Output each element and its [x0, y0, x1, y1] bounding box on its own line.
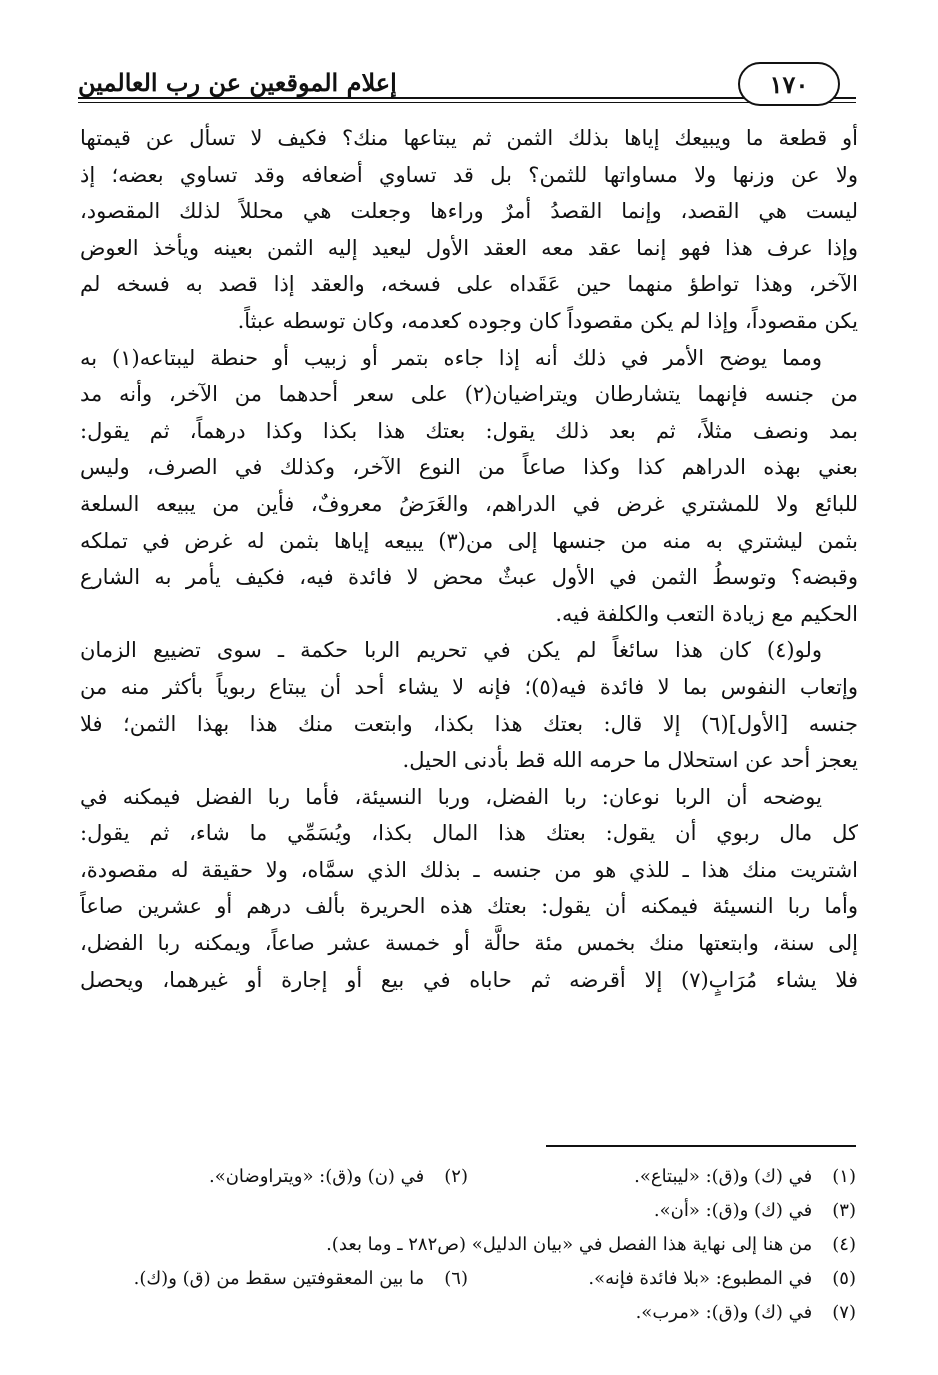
paragraph-4: [80, 779, 858, 999]
footnote-number: (٣): [832, 1200, 856, 1221]
footnote-row: [80, 1194, 856, 1228]
text-line: بعني بهذه الدراهم كذا وكذا صاعاً من النوع الآخر، وكذلك في الصرف، وليس: [80, 455, 858, 480]
running-title: إعلام الموقعين عن رب العالمين: [78, 68, 397, 97]
footnote-text: في (ك) و(ق): «ليبتاع».: [634, 1166, 813, 1187]
text-line: كل مال ربوي أن يقول: بعتك هذا المال بكذا، ويُسَمِّي ما شاء، ثم يقول:: [80, 821, 858, 846]
text-line: بثمن ليشتري به منه من جنسها إلى من(٣) يبيعه إياها بثمن له غرض في تملكه: [80, 528, 858, 553]
text-line: إلى سنة، وابتعتها منك بخمس مئة حالَّة أو خمسة عشر صاعاً، ويمكنه ربا الفضل،: [80, 931, 858, 956]
text-line: الحكيم مع زيادة التعب والكلفة فيه.: [555, 601, 858, 626]
footnote-1: [468, 1160, 856, 1194]
footnote-3: [468, 1194, 856, 1228]
text-line: وأما ربا النسيئة فيمكنه أن يقول: بعتك هذه الحريرة بألف درهم أو عشرين صاعاً: [80, 894, 858, 919]
page-number: ١٧٠: [738, 62, 840, 106]
text-line: للبائع ولا للمشتري غرض في الدراهم، والغَرَضُ معروفٌ، فأين من يبيعه السلعة: [80, 491, 858, 516]
footnote-5: [468, 1262, 856, 1296]
footnote-number: (٢): [444, 1166, 468, 1187]
footnote-row: [80, 1228, 856, 1262]
paragraph-1: [80, 120, 858, 340]
body-text: [80, 120, 858, 1140]
paragraph-3: [80, 632, 858, 778]
footnote-number: (١): [832, 1166, 856, 1187]
text-line: أو قطعة ما ويبيعك إياها بذلك الثمن ثم يبتاعها منك؟ فكيف لا تسأل عن قيمتها: [80, 126, 858, 150]
footnote-text: في (ن) و(ق): «ويتراوضان».: [208, 1166, 425, 1187]
paragraph-2: [80, 340, 858, 633]
text-line: يكن مقصوداً، وإذا لم يكن مقصوداً كان وجوده كعدمه، وكان توسطه عبثاً.: [237, 308, 858, 333]
text-line: ولا عن وزنها ولا مساواتها للثمن؟ بل قد تساوي أضعافه وقد تساوي بعضه؛ إذ: [80, 162, 858, 187]
footnote-text: ما بين المعقوفتين سقط من (ق) و(ك).: [133, 1268, 425, 1289]
text-line: ليست هي القصد، وإنما القصدُ أمرٌ وراءها وجعلت هي محللاً لذلك المقصود،: [80, 199, 858, 224]
header-rule: [78, 97, 856, 99]
page-header: [78, 62, 856, 110]
footnote-number: (٧): [832, 1302, 856, 1323]
footnote-text: في (ك) و(ق): «أن».: [653, 1200, 813, 1221]
footnote-text: في المطبوع: «بلا فائدة فإنه».: [588, 1268, 813, 1289]
header-rule-thin: [78, 102, 856, 103]
text-line: بمد ونصف مثلاً، ثم بعد ذلك يقول: بعتك هذا بكذا وكذا درهماً، ثم يقول:: [80, 418, 858, 443]
footnote-row: [80, 1160, 856, 1194]
text-line: الآخر، وهذا تواطؤ منهما حين عَقَداه على فسخه، والعقد إذا قصد به فسخه لم: [80, 272, 858, 297]
text-line: اشتريت منك هذا ـ للذي هو من جنسه ـ بذلك الذي سمَّاه، ولا حقيقة له مقصودة،: [80, 857, 858, 882]
text-line: يوضحه أن الربا نوعان: ربا الفضل، وربا النسيئة، فأما ربا الفضل فيمكنه في: [80, 784, 822, 809]
footnote-6: [80, 1262, 468, 1296]
footnote-number: (٤): [832, 1234, 856, 1255]
text-line: يعجز أحد عن استحلال ما حرمه الله قط بأدنى الحيل.: [402, 748, 858, 773]
footnote-separator: [546, 1145, 856, 1147]
footnote-text: من هنا إلى نهاية هذا الفصل في «بيان الدليل» (ص٢٨٢ ـ وما بعد).: [326, 1234, 813, 1255]
footnote-4: [326, 1228, 856, 1262]
footnote-text: في (ك) و(ق): «مرب».: [635, 1302, 813, 1323]
footnote-row: [80, 1262, 856, 1296]
footnote-number: (٦): [444, 1268, 468, 1289]
text-line: ومما يوضح الأمر في ذلك أنه إذا جاءه بتمر أو زبيب أو حنطة ليبتاعه(١) به: [80, 345, 822, 370]
text-line: فلا يشاء مُرَابٍ(٧) إلا أقرضه ثم حاباه في بيع أو إجارة أو غيرهما، ويحصل: [80, 967, 858, 992]
text-line: جنسه [الأول](٦) إلا قال: بعتك هذا بكذا، وابتعت منك هذا بهذا الثمن؛ فلا: [80, 711, 858, 736]
footnote-2: [80, 1160, 468, 1194]
footnote-7: [468, 1296, 856, 1330]
footnote-row: [80, 1296, 856, 1330]
footnotes: [80, 1160, 856, 1330]
text-line: من جنسه فإنهما يتشارطان ويتراضيان(٢) على سعر أحدهما من الآخر، وأنه مد: [80, 382, 858, 407]
text-line: وإتعاب النفوس بما لا فائدة فيه(٥)؛ فإنه لا يشاء أحد أن يبتاع ربوياً بأكثر منه من: [80, 674, 858, 699]
text-line: وقبضه؟ وتوسطُ الثمن في الأول عبثٌ محض لا فائدة فيه، فكيف يأمر به الشارع: [80, 565, 858, 590]
text-line: ولو(٤) كان هذا سائغاً لم يكن في تحريم الربا حكمة ـ سوى تضييع الزمان: [80, 638, 822, 663]
footnote-number: (٥): [832, 1268, 856, 1289]
text-line: وإذا عرف هذا فهو إنما عقد معه العقد الأول ليعيد إليه الثمن بعينه ويأخذ العوض: [80, 235, 858, 260]
